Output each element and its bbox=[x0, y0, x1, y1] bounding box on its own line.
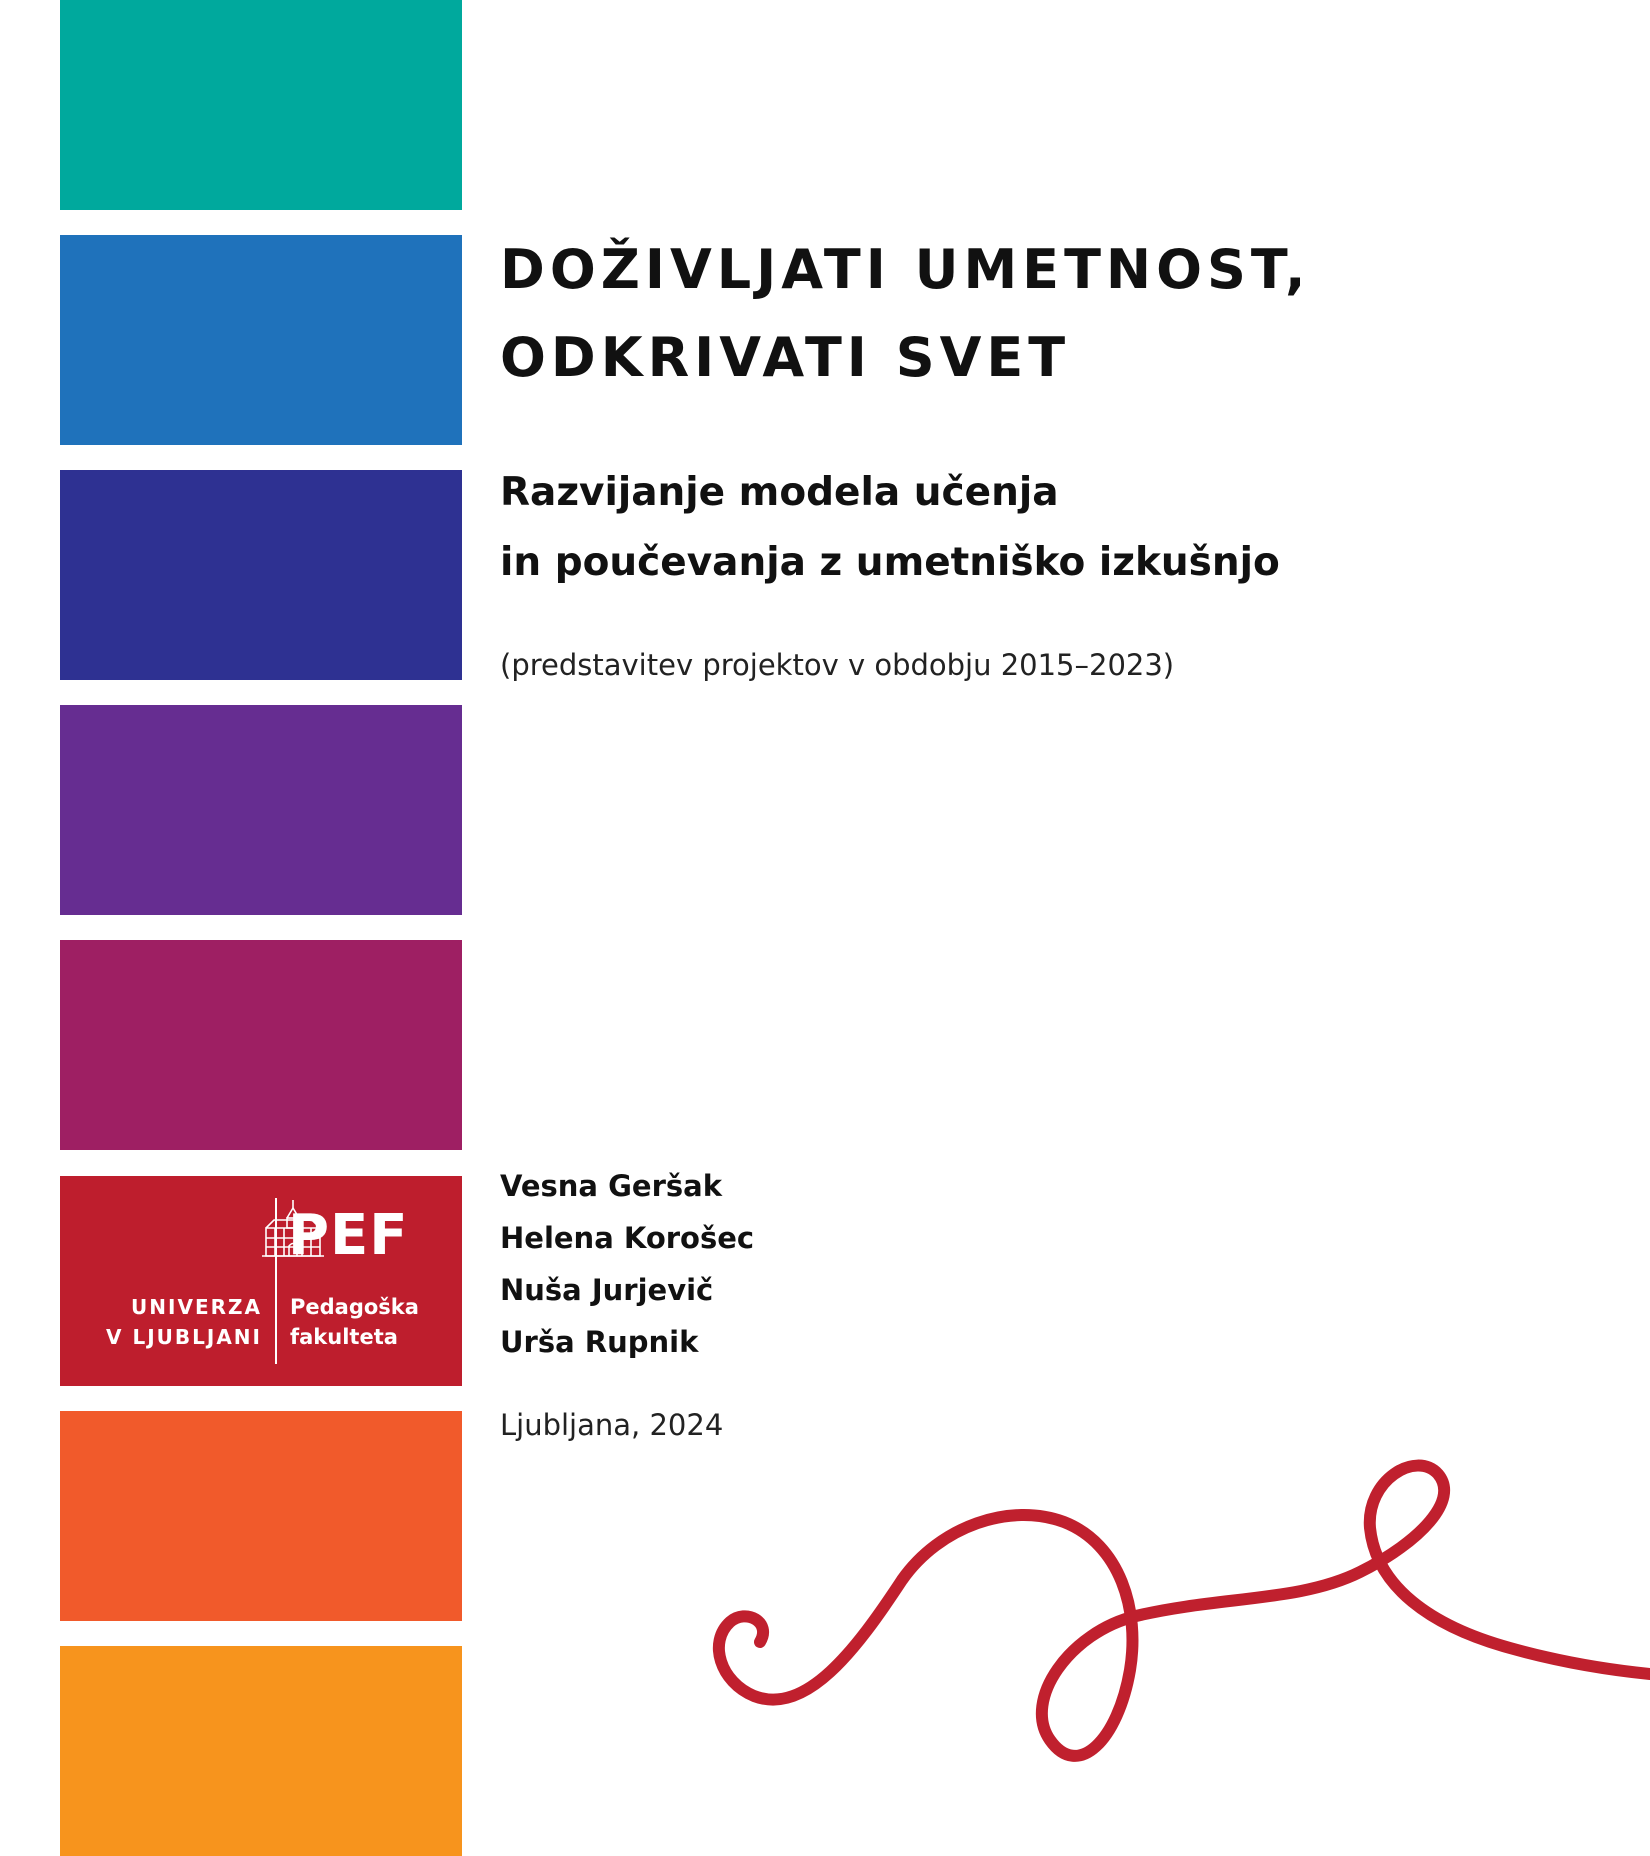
color-block-violet bbox=[60, 705, 462, 915]
book-title-line: DOŽIVLJATI UMETNOST, bbox=[500, 238, 1311, 301]
squiggle-decoration bbox=[660, 1450, 1650, 1780]
logo-acronym: PEF bbox=[288, 1203, 409, 1268]
color-block-blue bbox=[60, 235, 462, 445]
logo-faculty-line: fakulteta bbox=[290, 1325, 398, 1349]
book-subtitle-line: in poučevanja z umetniško izkušnjo bbox=[500, 540, 1280, 585]
author-list bbox=[500, 1160, 754, 1368]
book-subtitle bbox=[500, 458, 1280, 598]
logo-university-name bbox=[106, 1292, 262, 1352]
book-title-line: ODKRIVATI SVET bbox=[500, 326, 1071, 389]
publication-place-year: Ljubljana, 2024 bbox=[500, 1408, 724, 1442]
author-name: Urša Rupnik bbox=[500, 1325, 699, 1359]
squiggle-line bbox=[719, 1466, 1650, 1756]
color-block-teal bbox=[60, 0, 462, 210]
author-name: Vesna Geršak bbox=[500, 1169, 722, 1203]
author-name: Nuša Jurjevič bbox=[500, 1273, 714, 1307]
color-block-orange-red bbox=[60, 1411, 462, 1621]
author-name: Helena Korošec bbox=[500, 1221, 755, 1255]
logo-divider bbox=[275, 1198, 277, 1364]
logo-university-line: UNIVERZA bbox=[131, 1295, 262, 1319]
project-period: (predstavitev projektov v obdobju 2015–2023) bbox=[500, 648, 1175, 682]
logo-faculty-name bbox=[290, 1292, 419, 1352]
logo-faculty-line: Pedagoška bbox=[290, 1295, 419, 1319]
color-block-orange bbox=[60, 1646, 462, 1856]
book-subtitle-line: Razvijanje modela učenja bbox=[500, 470, 1059, 515]
color-block-magenta bbox=[60, 940, 462, 1150]
pef-logo bbox=[60, 1176, 462, 1386]
book-title bbox=[500, 226, 1311, 402]
logo-university-line: V LJUBLJANI bbox=[106, 1325, 262, 1349]
color-block-indigo bbox=[60, 470, 462, 680]
